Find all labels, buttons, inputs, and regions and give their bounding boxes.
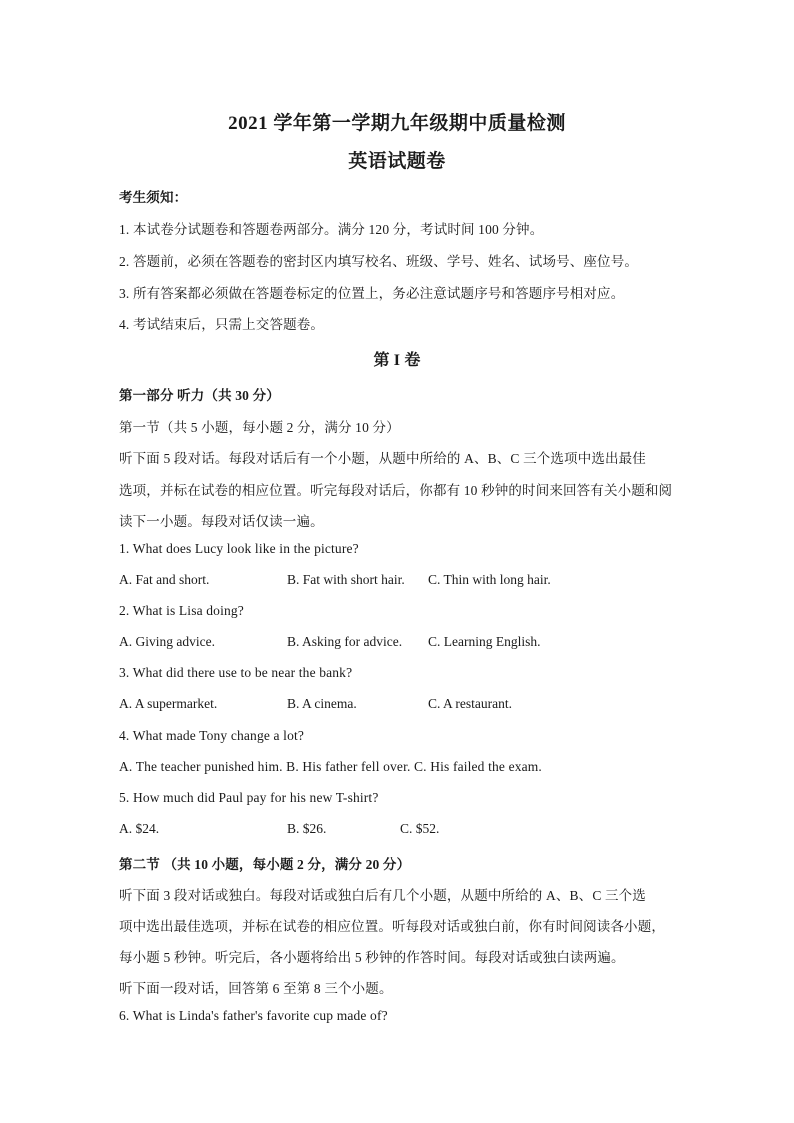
q4-options: A. The teacher punished him. B. His father fell over. C. His failed the exam.: [119, 759, 542, 774]
section2-instruction: 项中选出最佳选项，并标在试卷的相应位置。听每段对话或独白前，你有时间阅读各小题，: [119, 919, 665, 934]
section1-title: 第一节（共 5 小题，每小题 2 分，满分 10 分）: [119, 420, 400, 435]
exam-subtitle: 英语试题卷: [348, 151, 446, 172]
notice-item: 2. 答题前，必须在答题卷的密封区内填写校名、班级、学号、姓名、试场号、座位号。: [119, 254, 638, 269]
question-6: 6. What is Linda's father's favorite cup made of?: [119, 1008, 388, 1023]
section2-instruction: 听下面 3 段对话或独白。每段对话或独白后有几个小题，从题中所给的 A、B、C 三个选: [119, 888, 646, 903]
q1-option-a: A. Fat and short.: [119, 572, 210, 587]
q2-option-c: C. Learning English.: [428, 634, 541, 649]
q3-option-c: C. A restaurant.: [428, 696, 512, 711]
q1-option-c: C. Thin with long hair.: [428, 572, 551, 587]
notice-heading: 考生须知：: [119, 190, 188, 205]
q1-option-b: B. Fat with short hair.: [287, 572, 405, 587]
section2-title: 第二节 （共 10 小题，每小题 2 分，满分 20 分）: [119, 857, 411, 872]
q3-option-a: A. A supermarket.: [119, 696, 218, 711]
q5-option-a: A. $24.: [119, 821, 160, 836]
section1-instruction: 选项，并标在试卷的相应位置。听完每段对话后，你都有 10 秒钟的时间来回答有关小题和阅: [119, 483, 673, 498]
q2-option-b: B. Asking for advice.: [287, 634, 403, 649]
section1-instruction: 读下一小题。每段对话仅读一遍。: [119, 514, 324, 529]
section1-instruction: 听下面 5 段对话。每段对话后有一个小题，从题中所给的 A、B、C 三个选项中选出最佳: [119, 451, 646, 466]
exam-title: 2021 学年第一学期九年级期中质量检测: [228, 113, 566, 134]
q2-option-a: A. Giving advice.: [119, 634, 215, 649]
section2-instruction: 听下面一段对话，回答第 6 至第 8 三个小题。: [119, 981, 393, 996]
q3-option-b: B. A cinema.: [287, 696, 357, 711]
section2-instruction: 每小题 5 秒钟。听完后，各小题将给出 5 秒钟的作答时间。每段对话或独白读两遍。: [119, 950, 625, 965]
question-4: 4. What made Tony change a lot?: [119, 728, 305, 743]
question-1: 1. What does Lucy look like in the picture?: [119, 541, 359, 556]
question-3: 3. What did there use to be near the bank?: [119, 665, 353, 680]
question-5: 5. How much did Paul pay for his new T-shirt?: [119, 790, 379, 805]
question-2: 2. What is Lisa doing?: [119, 603, 244, 618]
notice-item: 1. 本试卷分试题卷和答题卷两部分。满分 120 分，考试时间 100 分钟。: [119, 222, 544, 237]
notice-item: 3. 所有答案都必须做在答题卷标定的位置上，务必注意试题序号和答题序号相对应。: [119, 286, 625, 301]
notice-item: 4. 考试结束后，只需上交答题卷。: [119, 317, 325, 332]
part1-title: 第一部分 听力（共 30 分）: [119, 388, 280, 403]
q5-option-b: B. $26.: [287, 821, 327, 836]
q5-option-c: C. $52.: [400, 821, 440, 836]
volume-title: 第 I 卷: [373, 352, 421, 369]
